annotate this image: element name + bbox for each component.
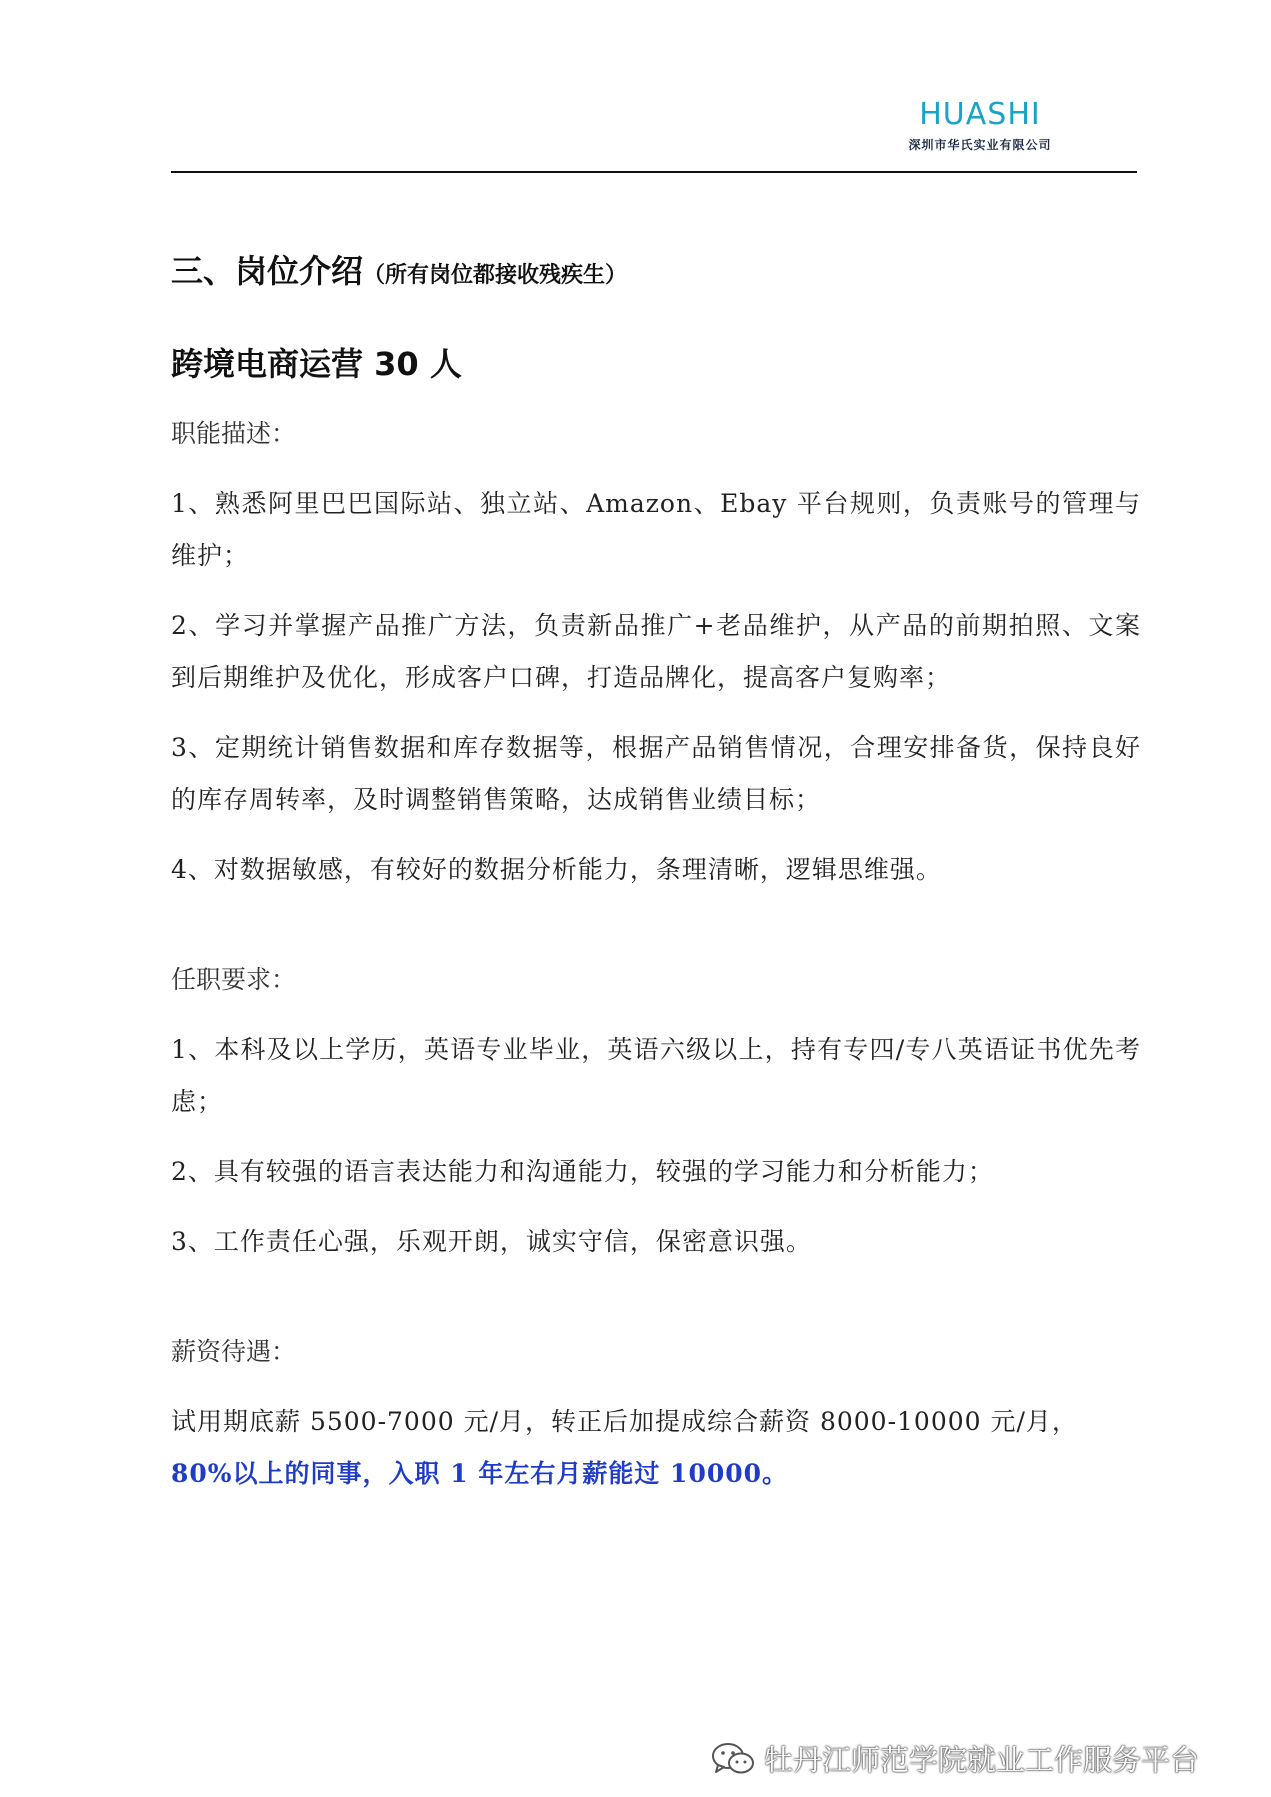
duty-item: 1、熟悉阿里巴巴国际站、独立站、Amazon、Ebay 平台规则，负责账号的管理与维护； [171,489,1141,570]
requirements-label: 任职要求： [171,965,297,994]
section-note: （所有岗位都接收残疾生） [363,263,628,288]
logo-text: HUASHI [919,97,1041,132]
duty-item: 4、对数据敏感，有较好的数据分析能力，条理清晰，逻辑思维强。 [171,855,942,884]
company-logo [880,98,1080,153]
wechat-icon [710,1741,756,1777]
requirement-item: 2、具有较强的语言表达能力和沟通能力，较强的学习能力和分析能力； [171,1157,994,1186]
duty-item: 2、学习并掌握产品推广方法，负责新品推广+老品维护，从产品的前期拍照、文案到后期维护及优化，形成客户口碑，打造品牌化，提高客户复购率； [171,611,1141,692]
duties-label: 职能描述： [171,419,297,448]
requirement-item: 3、工作责任心强，乐观开朗，诚实守信，保密意识强。 [171,1227,812,1256]
duty-item: 3、定期统计销售数据和库存数据等，根据产品销售情况，合理安排备货，保持良好的库存周转率，及时调整销售策略，达成销售业绩目标； [171,733,1141,814]
company-name: 深圳市华氏实业有限公司 [908,138,1052,152]
salary-text: 试用期底薪 5500-7000 元/月，转正后加提成综合薪资 8000-10000 元/月， [171,1407,1078,1436]
section-title: 三、岗位介绍 [171,252,364,290]
document-body [171,245,1141,1500]
salary-paragraph [171,1396,1141,1500]
job-title: 跨境电商运营 30 人 [171,345,462,383]
salary-label: 薪资待遇： [171,1337,297,1366]
section-heading [171,245,1141,302]
watermark-text: 牡丹江师范学院就业工作服务平台 [764,1743,1200,1777]
salary-highlight: 80%以上的同事，入职 1 年左右月薪能过 10000。 [171,1459,789,1488]
requirement-item: 1、本科及以上学历，英语专业毕业，英语六级以上，持有专四/专八英语证书优先考虑； [171,1035,1141,1116]
source-watermark [710,1738,1199,1779]
header-divider [171,171,1137,173]
